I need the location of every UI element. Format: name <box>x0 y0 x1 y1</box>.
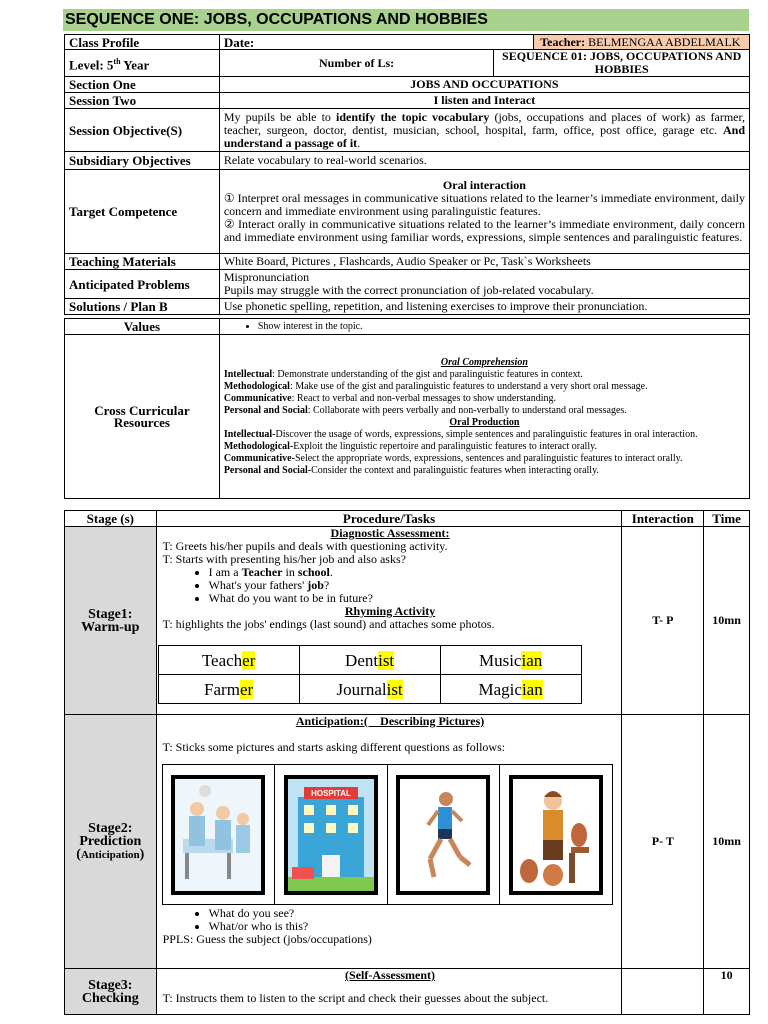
surgeons-picture <box>171 775 265 895</box>
competency-line: Personal and Social: Collaborate with peers verbally and non-verbally to understand oral messages. <box>223 404 627 416</box>
values-table <box>64 318 750 499</box>
teacher-name: BELMENGAA ABDELMALK <box>588 34 741 49</box>
prediction-question: • What/or who is this? <box>209 920 618 933</box>
picture-cell <box>163 765 276 904</box>
picture-cell <box>388 765 501 904</box>
potter-picture <box>509 775 603 895</box>
subsidiary-objectives-label: Subsidiary Objectives <box>65 152 220 170</box>
stage1-line: T: Starts with presenting his/her job and also asks? <box>162 552 406 566</box>
job-word: Journalist <box>299 675 440 704</box>
picture-cell <box>500 765 612 904</box>
warmup-bullet: • I am a Teacher in school. <box>209 566 618 579</box>
interaction-header: Interaction <box>622 511 704 527</box>
stage2-line: T: Sticks some pictures and starts asking different questions as follows: <box>162 740 506 754</box>
session-objective-label: Session Objective(S) <box>65 109 220 152</box>
job-ending-highlight: ian <box>521 679 543 699</box>
procedure-header: Procedure/Tasks <box>156 511 622 527</box>
anticipated-problems-value: Mispronunciation Pupils may struggle with the correct pronunciation of job-related vocabulary. <box>219 270 749 299</box>
teacher-label: Teacher: <box>540 34 586 49</box>
class-profile-label: Class Profile <box>65 35 220 50</box>
runner-picture <box>396 775 490 895</box>
stage3-interaction <box>622 969 704 1015</box>
stage1-interaction: T- P <box>622 527 704 715</box>
job-ending-highlight: ist <box>386 679 403 699</box>
job-ending-highlight: ist <box>378 650 395 670</box>
competency-line: Personal and Social-Consider the context and paralinguistic features when interacting orally. <box>223 464 599 476</box>
warmup-bullet: • What do you want to be in future? <box>209 592 618 605</box>
diagnostic-assessment-heading: Diagnostic Assessment: <box>330 526 450 540</box>
solutions-label: Solutions / Plan B <box>65 299 220 315</box>
stage1-time: 10mn <box>704 527 750 715</box>
teaching-materials-label: Teaching Materials <box>65 254 220 270</box>
stage3-procedure <box>156 969 622 1015</box>
number-of-learners-label: Number of Ls: <box>219 50 494 77</box>
stage1-line: T: Greets his/her pupils and deals with questioning activity. <box>162 539 448 553</box>
competency-line: Intellectual: Demonstrate understanding of the gist and paralinguistic features in context. <box>223 368 583 380</box>
anticipation-heading: Anticipation:(  Describing Pictures) <box>295 714 485 728</box>
teaching-materials-value: White Board, Pictures , Flashcards, Audio Speaker or Pc, Task`s Worksheets <box>219 254 749 270</box>
job-word: Dentist <box>299 646 440 675</box>
stage-header: Stage (s) <box>65 511 157 527</box>
stage3-line: T: Instructs them to listen to the script and check their guesses about the subject. <box>162 991 549 1005</box>
job-ending-highlight: ian <box>521 650 543 670</box>
hospital-picture <box>284 775 378 895</box>
time-header: Time <box>704 511 750 527</box>
job-word: Farmer <box>158 675 299 704</box>
target-competence-value <box>219 170 749 254</box>
competency-line: Methodological: Make use of the gist and paralinguistic features to understand a very short oral message. <box>223 380 648 392</box>
stage3-name: Stage3: Checking <box>65 969 157 1015</box>
anticipated-problems-label: Anticipated Problems <box>65 270 220 299</box>
values-item: • Show interest in the topic. <box>258 321 745 333</box>
job-ending-highlight: er <box>239 679 254 699</box>
stage2-time: 10mn <box>704 715 750 969</box>
oral-production-heading: Oral Production <box>449 416 520 428</box>
subsidiary-objectives-value: Relate vocabulary to real-world scenarios. <box>219 152 749 170</box>
lesson-profile-table <box>64 34 750 315</box>
competence-item: ① Interpret oral messages in communicative situations related to the learner’s immediate environment, daily concern and immediate environment using paralinguistic features. <box>223 191 745 218</box>
section-value: JOBS AND OCCUPATIONS <box>219 77 749 93</box>
values-value <box>219 319 749 335</box>
solutions-value: Use phonetic spelling, repetition, and listening exercises to improve their pronunciation. <box>219 299 749 315</box>
competency-line: Methodological-Exploit the linguistic repertoire and paralinguistic features to interact orally. <box>223 440 597 452</box>
document-title: SEQUENCE ONE: JOBS, OCCUPATIONS AND HOBBIES <box>63 9 749 31</box>
date-label: Date: <box>219 35 533 50</box>
session-objective-value: My pupils be able to identify the topic vocabulary (jobs, occupations and places of work) as farmer, teacher, surgeon, doctor, dentist, musician, school, hospital, farm, office, post office, garage etc. And understand a passage of it. <box>219 109 749 152</box>
pictures-strip <box>162 764 613 905</box>
level-label: Level: 5th Year <box>65 50 220 77</box>
stage2-name: Stage2: Prediction (Anticipation) <box>65 715 157 969</box>
job-ending-highlight: er <box>242 650 256 670</box>
hospital-sign: HOSPITAL <box>310 788 351 798</box>
procedure-table <box>64 510 750 1015</box>
job-word: Teacher <box>158 646 299 675</box>
job-word: Magician <box>440 675 581 704</box>
stage2-procedure <box>156 715 622 969</box>
competency-line: Communicative-Select the appropriate words, expressions, sentences and paralinguistic features to interact orally. <box>223 452 683 464</box>
competency-line: Communicative: React to verbal and non-verbal messages to show understanding. <box>223 392 556 404</box>
stage1-name: Stage1: Warm-up <box>65 527 157 715</box>
picture-cell <box>275 765 388 904</box>
cross-curricular-value <box>219 335 749 499</box>
stage1-line: T: highlights the jobs' endings (last sound) and attaches some photos. <box>162 617 495 631</box>
warmup-bullet: • What's your fathers' job? <box>209 579 618 592</box>
oral-comprehension-heading: Oral Comprehension <box>440 356 528 368</box>
teacher-cell <box>534 35 750 50</box>
job-word: Musician <box>440 646 581 675</box>
prediction-question: • What do you see? <box>209 907 618 920</box>
jobs-endings-table <box>158 645 582 704</box>
competence-item: ② Interact orally in communicative situations related to the learner’s immediate environment, daily concern and immediate environment using familiar words, expressions, simple sentences and paralinguistic features. <box>223 217 745 244</box>
stage2-line: PPLS: Guess the subject (jobs/occupations) <box>162 932 372 946</box>
oral-interaction-heading: Oral interaction <box>442 178 526 192</box>
stage1-procedure <box>156 527 622 715</box>
values-label: Values <box>65 319 220 335</box>
rhyming-activity-heading: Rhyming Activity <box>344 604 436 618</box>
session-label: Session Two <box>65 93 220 109</box>
session-value:   I listen and Interact   <box>219 93 749 109</box>
sequence-title: SEQUENCE 01: JOBS, OCCUPATIONS AND HOBBIES <box>494 50 750 77</box>
self-assessment-heading: (Self-Assessment) <box>345 968 436 982</box>
target-competence-label: Target Competence <box>65 170 220 254</box>
stage3-time: 10 <box>704 969 750 1015</box>
cross-curricular-label: Cross Curricular Resources <box>65 335 220 499</box>
section-label: Section One <box>65 77 220 93</box>
stage2-interaction: P- T <box>622 715 704 969</box>
competency-line: Intellectual-Discover the usage of words, expressions, simple sentences and paralinguistic features in oral interaction. <box>223 428 698 440</box>
